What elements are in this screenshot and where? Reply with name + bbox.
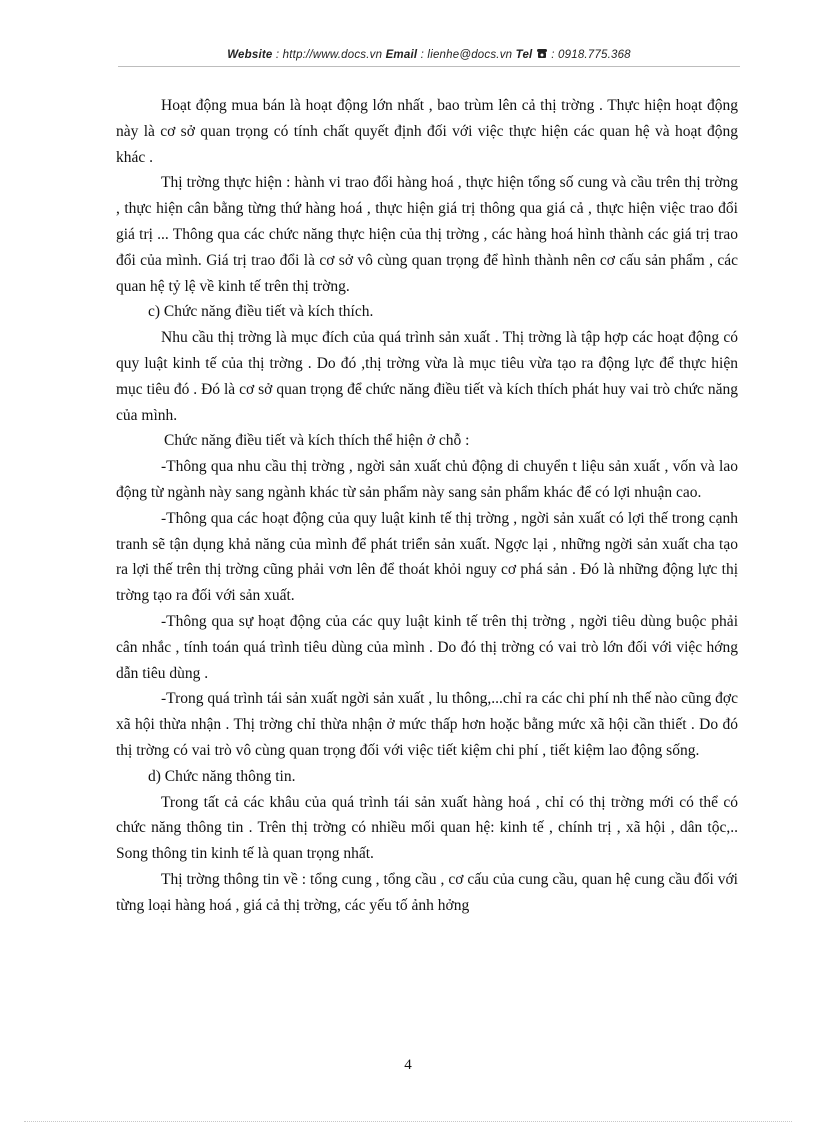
paragraph: Chức năng điều tiết và kích thích thể hiện ở chỗ :	[164, 432, 470, 450]
page-header	[118, 48, 740, 62]
tel-label: Tel	[515, 49, 533, 61]
section-heading: d) Chức năng thông tin.	[148, 767, 296, 785]
email-label: Email	[385, 49, 418, 61]
list-item: -Thông qua sự hoạt động của các quy luật kinh tế trên thị trờng , ngời tiêu dùng buộc phải cân nhắc , tính toán quá trình tiêu dùng của mình . Do đó thị trờng có vai trò lớn đối với việc hớng dẫn tiêu dùng .	[116, 612, 738, 682]
list-item: -Thông qua các hoạt động của quy luật kinh tế thị trờng , ngời sản xuất có lợi thế trong cạnh tranh sẽ tận dụng khả năng của mình để phát triển sản xuất. Ngợc lại , những ngời sản xuất cha tạo ra lợi thế trên thị trờng cũng phải vơn lên để thoát khỏi nguy cơ phá sản . Đó là những động lực thị trờng tạo ra đối với sản xuất.	[116, 509, 738, 605]
footer-divider	[24, 1121, 792, 1122]
list-item: -Thông qua nhu cầu thị trờng , ngời sản xuất chủ động di chuyển t liệu sản xuất , vốn và lao động từ ngành này sang ngành khác từ sản phẩm này sang sản phẩm khác để có lợi nhuận cao.	[116, 458, 738, 501]
paragraph: Thị trờng thực hiện : hành vi trao đổi hàng hoá , thực hiện tổng số cung và cầu trên thị trờng , thực hiện cân bằng từng thứ hàng hoá , thực hiện giá trị thông qua giá cả , thực hiện việc trao đổi giá trị ... Thông qua các chức năng thực hiện của thị trờng , các hàng hoá hình thành các giá trị trao đổi của mình. Giá trị trao đổi là cơ sở vô cùng quan trọng để hình thành nên cơ cấu sản phẩm , các quan hệ tỷ lệ về kinh tế trên thị trờng.	[116, 174, 738, 295]
email-value: : lienhe@docs.vn	[417, 49, 516, 61]
website-label: Website	[227, 49, 273, 61]
section-heading: c) Chức năng điều tiết và kích thích.	[148, 303, 374, 321]
tel-value: : 0918.775.368	[547, 49, 631, 61]
list-item: -Trong quá trình tái sản xuất ngời sản xuất , lu thông,...chỉ ra các chi phí nh thế nào cũng đợc xã hội thừa nhận . Thị trờng chỉ thừa nhận ở mức thấp hơn hoặc bằng mức xã hội cần thiết . Do đó thị trờng có vai trò vô cùng quan trọng đối với việc tiết kiệm chi phí , tiết kiệm lao động sống.	[116, 690, 738, 759]
paragraph: Trong tất cả các khâu của quá trình tái sản xuất hàng hoá , chỉ có thị trờng mới có thể có chức năng thông tin . Trên thị trờng có nhiều mối quan hệ: kinh tế , chính trị , xã hội , dân tộc,.. Song thông tin kinh tế là quan trọng nhất.	[116, 793, 738, 863]
website-value: : http://www.docs.vn	[272, 49, 386, 61]
paragraph: Thị trờng thông tin về : tổng cung , tổng cầu , cơ cấu của cung cầu, quan hệ cung cầu đối với từng loại hàng hoá , giá cả thị trờng, các yếu tố ảnh hởng	[116, 870, 738, 914]
phone-icon	[536, 48, 548, 62]
header-divider	[118, 66, 740, 67]
document-body	[116, 93, 738, 919]
paragraph: Nhu cầu thị trờng là mục đích của quá trình sản xuất . Thị trờng là tập hợp các hoạt động có quy luật kinh tế của thị trờng . Do đó ,thị trờng vừa là mục tiêu vừa tạo ra động lực để thực hiện mục tiêu đó . Đó là cơ sở quan trọng để chức năng điều tiết và kích thích phát huy vai trò chức năng của mình.	[116, 329, 738, 424]
paragraph: Hoạt động mua bán là hoạt động lớn nhất , bao trùm lên cả thị trờng . Thực hiện hoạt động này là cơ sở quan trọng có tính chất quyết định đối với việc thực hiện các quan hệ và hoạt động khác .	[116, 97, 738, 166]
page-number: 4	[404, 1057, 412, 1073]
